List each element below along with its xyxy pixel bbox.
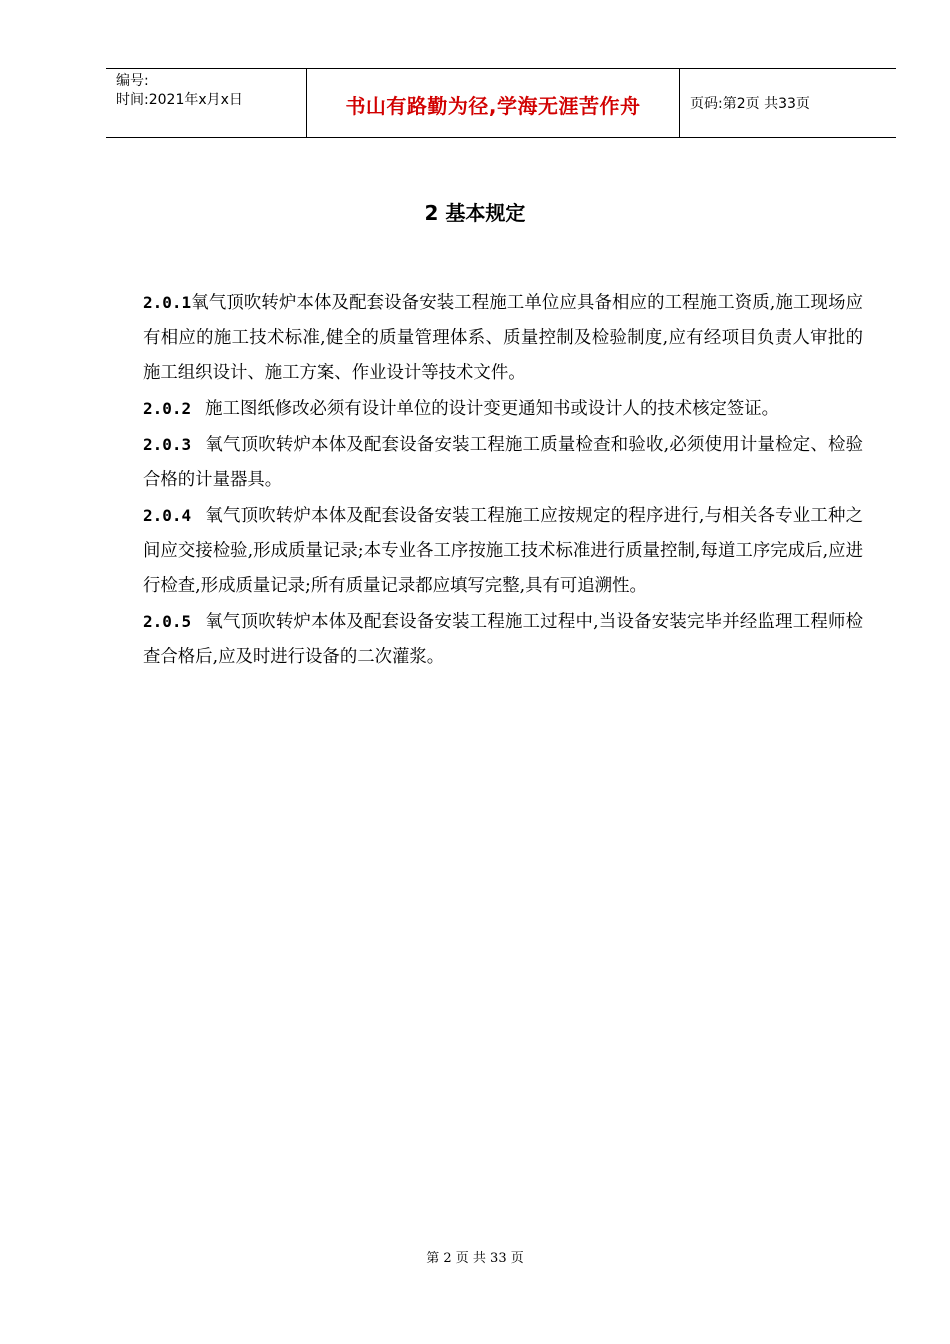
document-time-label: 时间:2021年x月x日: [116, 92, 243, 108]
clause-item: [143, 285, 863, 391]
clause-number: 2.0.3: [143, 435, 192, 454]
clause-number: 2.0.1: [143, 293, 192, 312]
page-footer: 第 2 页 共 33 页: [426, 1251, 524, 1266]
clause-text: 施工图纸修改必须有设计单位的设计变更通知书或设计人的技术核定签证。: [205, 399, 780, 419]
clause-text: 氧气顶吹转炉本体及配套设备安装工程施工单位应具备相应的工程施工资质,施工现场应有相应的施工技术标准,健全的质量管理体系、质量控制及检验制度,应有经项目负责人审批的施工组织设计、施工方案、作业设计等技术文件。: [143, 293, 863, 383]
clause-text: 氧气顶吹转炉本体及配套设备安装工程施工质量检查和验收,必须使用计量检定、检验合格的计量器具。: [143, 435, 863, 490]
clause-item: [143, 391, 863, 427]
header-page-cell: [680, 69, 896, 137]
page-header: [106, 68, 896, 138]
header-meta-cell: [106, 69, 307, 137]
header-motto-cell: [307, 69, 680, 137]
section-title: 2 基本规定: [424, 201, 526, 225]
document-number-label: 编号:: [116, 73, 149, 89]
clause-item: [143, 498, 863, 604]
motto-text: 书山有路勤为径,学海无涯苦作舟: [345, 93, 641, 118]
clause-number: 2.0.5: [143, 612, 192, 631]
clause-list: [143, 285, 863, 675]
clause-item: [143, 604, 863, 675]
clause-item: [143, 427, 863, 498]
clause-text: 氧气顶吹转炉本体及配套设备安装工程施工应按规定的程序进行,与相关各专业工种之间应交接检验,形成质量记录;本专业各工序按施工技术标准进行质量控制,每道工序完成后,应进行检查,形成质量记录;所有质量记录都应填写完整,具有可追溯性。: [143, 506, 863, 596]
header-page-info: 页码:第2页 共33页: [690, 96, 810, 112]
clause-number: 2.0.2: [143, 399, 192, 418]
clause-number: 2.0.4: [143, 506, 192, 525]
clause-text: 氧气顶吹转炉本体及配套设备安装工程施工过程中,当设备安装完毕并经监理工程师检查合格后,应及时进行设备的二次灌浆。: [143, 612, 863, 667]
